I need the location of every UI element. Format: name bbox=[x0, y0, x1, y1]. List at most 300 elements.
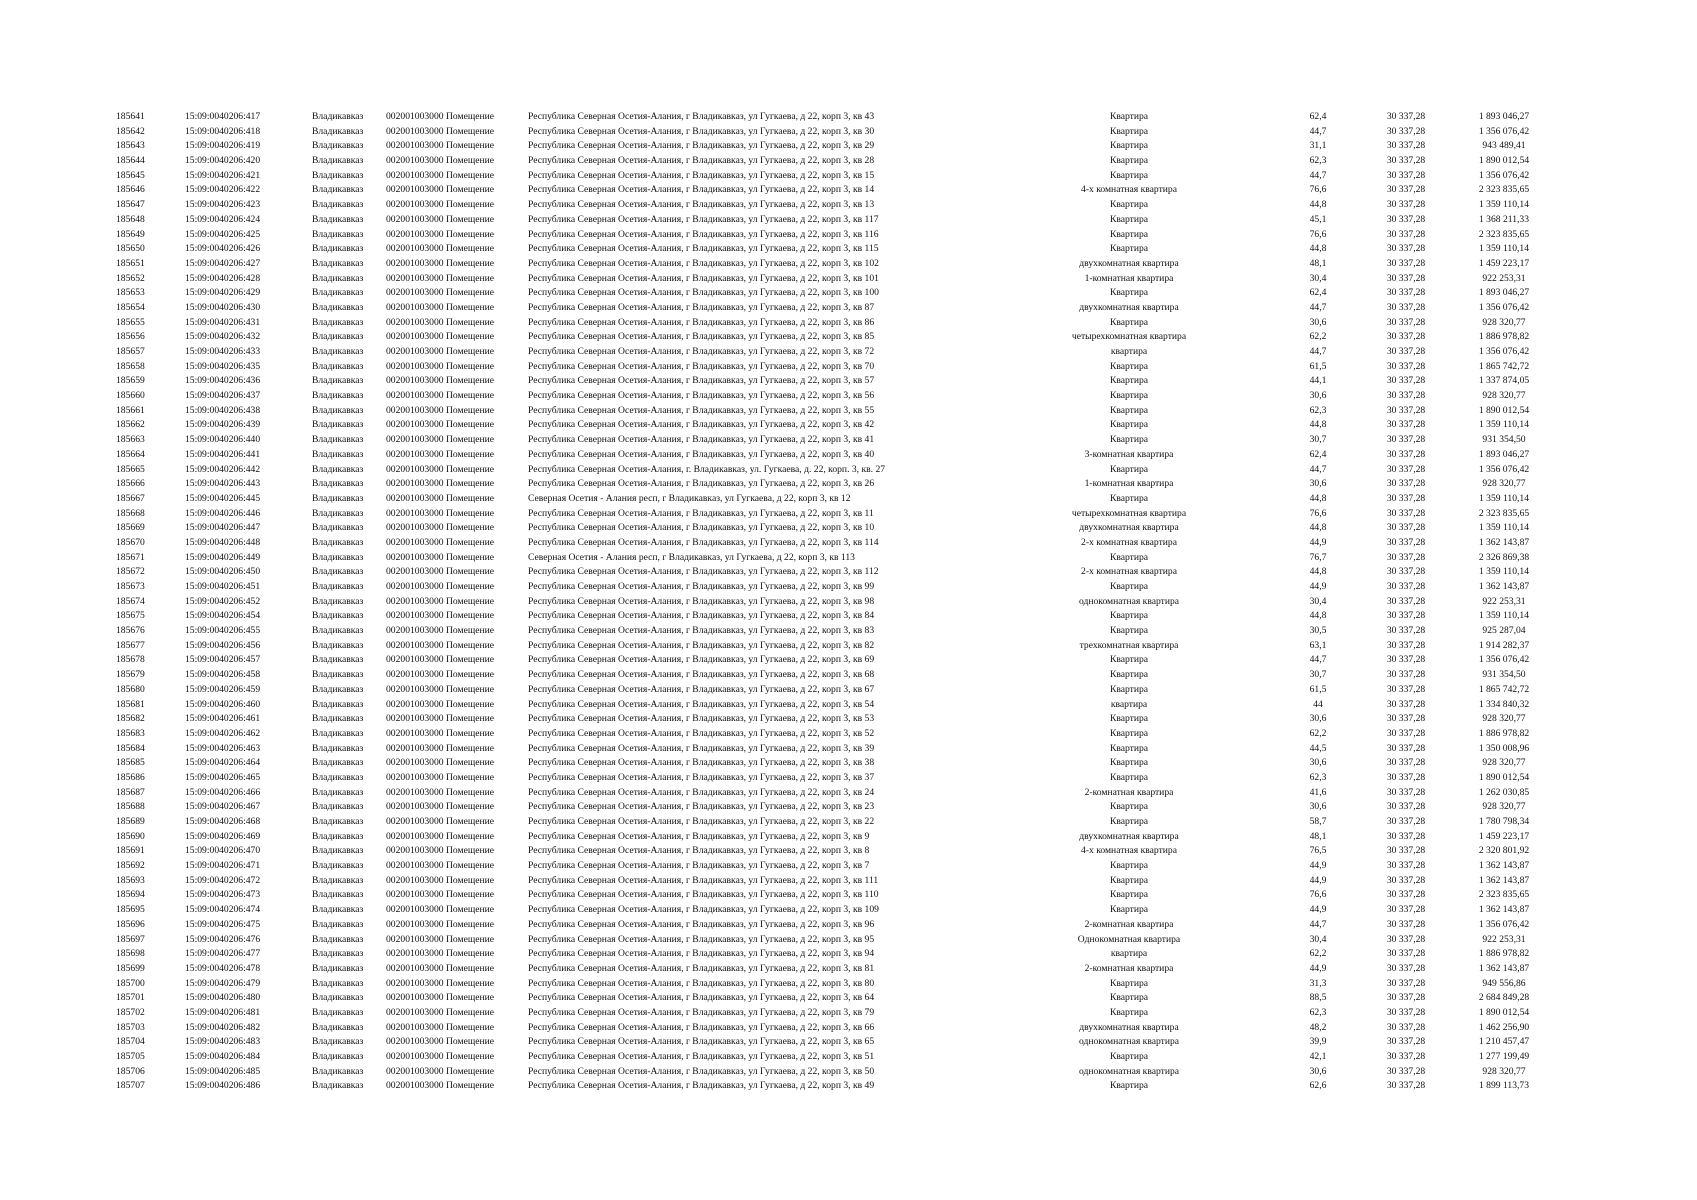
city-cell: Владикавказ bbox=[312, 1036, 364, 1048]
cadastral-value-cell: 928 320,77 bbox=[1482, 757, 1526, 769]
cadastral-value-cell: 1 462 256,90 bbox=[1478, 1021, 1530, 1033]
address-cell: Северная Осетия - Алания респ, г Владикавказ, ул Гугкаева, д 22, корп 3, кв 113 bbox=[528, 551, 855, 563]
area-cell: 30,7 bbox=[1309, 434, 1327, 446]
cadastral-value-cell: 928 320,77 bbox=[1482, 1065, 1526, 1077]
table-row bbox=[0, 859, 1697, 874]
record-id-cell: 185643 bbox=[116, 140, 145, 152]
area-cell: 44,9 bbox=[1309, 536, 1327, 548]
record-id-cell: 185663 bbox=[116, 434, 145, 446]
cadastral-value-cell: 1 262 030,85 bbox=[1478, 786, 1530, 798]
area-cell: 48,2 bbox=[1309, 1021, 1327, 1033]
record-id-cell: 185662 bbox=[116, 419, 145, 431]
address-cell: Республика Северная Осетия-Алания, г Владикавказ, ул Гугкаева, д 22, корп 3, кв 115 bbox=[528, 243, 879, 255]
city-cell: Владикавказ bbox=[312, 948, 364, 960]
cadastral-value-cell: 928 320,77 bbox=[1482, 316, 1526, 328]
address-cell: Республика Северная Осетия-Алания, г Владикавказ, ул Гугкаева, д 22, корп 3, кв 87 bbox=[528, 301, 875, 313]
address-cell: Республика Северная Осетия-Алания, г Владикавказ, ул Гугкаева, д 22, корп 3, кв 11 bbox=[528, 507, 874, 519]
table-row bbox=[0, 198, 1697, 213]
table-row bbox=[0, 1035, 1697, 1050]
address-cell: Республика Северная Осетия-Алания, г Владикавказ, ул Гугкаева, д 22, корп 3, кв 85 bbox=[528, 331, 875, 343]
city-cell: Владикавказ bbox=[312, 375, 364, 387]
cadastral-value-cell: 1 350 008,96 bbox=[1478, 742, 1530, 754]
property-type-cell: Квартира bbox=[1109, 757, 1149, 769]
unit-rate-cell: 30 337,28 bbox=[1386, 213, 1426, 225]
cadastral-number-cell: 15:09:0040206:465 bbox=[185, 771, 261, 783]
area-cell: 44,9 bbox=[1309, 860, 1327, 872]
address-cell: Республика Северная Осетия-Алания, г Владикавказ, ул Гугкаева, д 22, корп 3, кв 52 bbox=[528, 727, 875, 739]
cadastral-number-cell: 15:09:0040206:428 bbox=[185, 272, 261, 284]
property-type-cell: Квартира bbox=[1109, 654, 1149, 666]
table-row bbox=[0, 242, 1697, 257]
unit-rate-cell: 30 337,28 bbox=[1386, 874, 1426, 886]
area-cell: 48,1 bbox=[1309, 830, 1327, 842]
address-cell: Республика Северная Осетия-Алания, г Владикавказ, ул Гугкаева, д 22, корп 3, кв 100 bbox=[528, 287, 879, 299]
cadastral-value-cell: 2 323 835,65 bbox=[1478, 889, 1530, 901]
address-cell: Республика Северная Осетия-Алания, г Владикавказ, ул Гугкаева, д 22, корп 3, кв 57 bbox=[528, 375, 875, 387]
property-type-cell: 2-комнатная квартира bbox=[1084, 962, 1174, 974]
object-code-cell: 002001003000 Помещение bbox=[386, 669, 495, 681]
property-type-cell: двухкомнатная квартира bbox=[1079, 301, 1179, 313]
property-type-cell: трехкомнатная квартира bbox=[1079, 639, 1179, 651]
record-id-cell: 185657 bbox=[116, 346, 145, 357]
cadastral-value-cell: 1 780 798,34 bbox=[1478, 816, 1530, 827]
table-row bbox=[0, 433, 1697, 448]
object-code-cell: 002001003000 Помещение bbox=[386, 243, 495, 255]
city-cell: Владикавказ bbox=[312, 448, 364, 460]
address-cell: Республика Северная Осетия-Алания, г Владикавказ, ул Гугкаева, д 22, корп 3, кв 39 bbox=[528, 742, 875, 754]
area-cell: 62,2 bbox=[1309, 331, 1327, 343]
address-cell: Республика Северная Осетия-Алания, г Владикавказ, ул Гугкаева, д 22, корп 3, кв 38 bbox=[528, 757, 875, 769]
object-code-cell: 002001003000 Помещение bbox=[386, 169, 495, 181]
object-code-cell: 002001003000 Помещение bbox=[386, 786, 495, 798]
city-cell: Владикавказ bbox=[312, 301, 364, 313]
area-cell: 31,3 bbox=[1309, 977, 1327, 989]
cadastral-number-cell: 15:09:0040206:462 bbox=[185, 727, 261, 739]
record-id-cell: 185702 bbox=[116, 1006, 145, 1018]
property-type-cell: Квартира bbox=[1109, 669, 1149, 681]
cadastral-value-cell: 1 890 012,54 bbox=[1478, 771, 1530, 783]
property-type-cell: Квартира bbox=[1109, 169, 1149, 181]
object-code-cell: 002001003000 Помещение bbox=[386, 845, 495, 857]
address-cell: Республика Северная Осетия-Алания, г Владикавказ, ул Гугкаева, д 22, корп 3, кв 86 bbox=[528, 316, 875, 328]
address-cell: Республика Северная Осетия-Алания, г Владикавказ, ул Гугкаева, д 22, корп 3, кв 70 bbox=[528, 360, 875, 372]
record-id-cell: 185692 bbox=[116, 860, 145, 872]
cadastral-value-cell: 922 253,31 bbox=[1482, 595, 1526, 607]
address-cell: Республика Северная Осетия-Алания, г Владикавказ, ул Гугкаева, д 22, корп 3, кв 67 bbox=[528, 683, 875, 695]
area-cell: 44,8 bbox=[1309, 522, 1327, 534]
record-id-cell: 185642 bbox=[116, 125, 145, 137]
record-id-cell: 185699 bbox=[116, 962, 145, 974]
cadastral-number-cell: 15:09:0040206:456 bbox=[185, 639, 261, 651]
cadastral-number-cell: 15:09:0040206:473 bbox=[185, 889, 261, 901]
address-cell: Республика Северная Осетия-Алания, г Владикавказ, ул Гугкаева, д 22, корп 3, кв 9 bbox=[528, 830, 870, 842]
unit-rate-cell: 30 337,28 bbox=[1386, 816, 1426, 827]
cadastral-number-cell: 15:09:0040206:482 bbox=[185, 1021, 261, 1033]
address-cell: Северная Осетия - Алания респ, г Владикавказ, ул Гугкаева, д 22, корп 3, кв 12 bbox=[528, 492, 851, 504]
address-cell: Республика Северная Осетия-Алания, г Владикавказ, ул Гугкаева, д 22, корп 3, кв 84 bbox=[528, 610, 875, 622]
property-type-cell: Однокомнатная квартира bbox=[1077, 933, 1181, 945]
city-cell: Владикавказ bbox=[312, 155, 364, 167]
property-type-cell: двухкомнатная квартира bbox=[1079, 257, 1179, 269]
cadastral-number-cell: 15:09:0040206:464 bbox=[185, 757, 261, 769]
address-cell: Республика Северная Осетия-Алания, г Владикавказ, ул Гугкаева, д 22, корп 3, кв 22 bbox=[528, 816, 875, 827]
area-cell: 45,1 bbox=[1309, 213, 1327, 225]
cadastral-value-cell: 1 890 012,54 bbox=[1478, 1006, 1530, 1018]
cadastral-value-cell: 2 320 801,92 bbox=[1478, 845, 1530, 857]
cadastral-value-cell: 1 362 143,87 bbox=[1478, 904, 1530, 916]
property-type-cell: Квартира bbox=[1109, 199, 1149, 211]
area-cell: 44,8 bbox=[1309, 199, 1327, 211]
area-cell: 44,7 bbox=[1309, 918, 1327, 930]
cadastral-number-cell: 15:09:0040206:479 bbox=[185, 977, 261, 989]
unit-rate-cell: 30 337,28 bbox=[1386, 243, 1426, 255]
unit-rate-cell: 30 337,28 bbox=[1386, 1065, 1426, 1077]
unit-rate-cell: 30 337,28 bbox=[1386, 1006, 1426, 1018]
record-id-cell: 185707 bbox=[116, 1080, 145, 1092]
city-cell: Владикавказ bbox=[312, 816, 364, 827]
record-id-cell: 185655 bbox=[116, 316, 145, 328]
property-type-cell: квартира bbox=[1110, 948, 1148, 960]
area-cell: 61,5 bbox=[1309, 683, 1327, 695]
address-cell: Республика Северная Осетия-Алания, г Владикавказ, ул Гугкаева, д 22, корп 3, кв 95 bbox=[528, 933, 875, 945]
cadastral-value-cell: 1 893 046,27 bbox=[1478, 111, 1530, 122]
property-type-cell: 2-комнатная квартира bbox=[1084, 786, 1174, 798]
address-cell: Республика Северная Осетия-Алания, г Владикавказ, ул Гугкаева, д 22, корп 3, кв 82 bbox=[528, 639, 875, 651]
city-cell: Владикавказ bbox=[312, 904, 364, 916]
cadastral-value-cell: 1 210 457,47 bbox=[1478, 1036, 1530, 1048]
object-code-cell: 002001003000 Помещение bbox=[386, 375, 495, 387]
cadastral-number-cell: 15:09:0040206:470 bbox=[185, 845, 261, 857]
address-cell: Республика Северная Осетия-Алания, г Владикавказ, ул Гугкаева, д 22, корп 3, кв 80 bbox=[528, 977, 875, 989]
record-id-cell: 185658 bbox=[116, 360, 145, 372]
record-id-cell: 185697 bbox=[116, 933, 145, 945]
city-cell: Владикавказ bbox=[312, 830, 364, 842]
table-row bbox=[0, 169, 1697, 184]
unit-rate-cell: 30 337,28 bbox=[1386, 918, 1426, 930]
record-id-cell: 185674 bbox=[116, 595, 145, 607]
record-id-cell: 185691 bbox=[116, 845, 145, 857]
cadastral-value-cell: 1 362 143,87 bbox=[1478, 962, 1530, 974]
object-code-cell: 002001003000 Помещение bbox=[386, 287, 495, 299]
cadastral-value-cell: 1 356 076,42 bbox=[1478, 346, 1530, 357]
unit-rate-cell: 30 337,28 bbox=[1386, 992, 1426, 1004]
unit-rate-cell: 30 337,28 bbox=[1386, 257, 1426, 269]
table-row bbox=[0, 1065, 1697, 1080]
record-id-cell: 185689 bbox=[116, 816, 145, 827]
cadastral-value-cell: 1 359 110,14 bbox=[1478, 492, 1529, 504]
city-cell: Владикавказ bbox=[312, 316, 364, 328]
property-type-cell: Квартира bbox=[1109, 390, 1149, 402]
table-row bbox=[0, 257, 1697, 272]
city-cell: Владикавказ bbox=[312, 757, 364, 769]
property-type-cell: 2-х комнатная квартира bbox=[1081, 536, 1177, 548]
address-cell: Республика Северная Осетия-Алания, г Владикавказ, ул Гугкаева, д 22, корп 3, кв 30 bbox=[528, 125, 875, 137]
address-cell: Республика Северная Осетия-Алания, г Владикавказ, ул Гугкаева, д 22, корп 3, кв 24 bbox=[528, 786, 875, 798]
unit-rate-cell: 30 337,28 bbox=[1386, 742, 1426, 754]
object-code-cell: 002001003000 Помещение bbox=[386, 639, 495, 651]
object-code-cell: 002001003000 Помещение bbox=[386, 816, 495, 827]
city-cell: Владикавказ bbox=[312, 1006, 364, 1018]
unit-rate-cell: 30 337,28 bbox=[1386, 404, 1426, 416]
address-cell: Республика Северная Осетия-Алания, г Владикавказ, ул Гугкаева, д 22, корп 3, кв 42 bbox=[528, 419, 875, 431]
property-type-cell: Квартира bbox=[1109, 1080, 1149, 1092]
cadastral-value-cell: 1 459 223,17 bbox=[1478, 830, 1530, 842]
area-cell: 62,4 bbox=[1309, 448, 1327, 460]
area-cell: 63,1 bbox=[1309, 639, 1327, 651]
cadastral-number-cell: 15:09:0040206:448 bbox=[185, 536, 261, 548]
cadastral-number-cell: 15:09:0040206:486 bbox=[185, 1080, 261, 1092]
object-code-cell: 002001003000 Помещение bbox=[386, 595, 495, 607]
object-code-cell: 002001003000 Помещение bbox=[386, 698, 495, 710]
table-row bbox=[0, 404, 1697, 419]
city-cell: Владикавказ bbox=[312, 933, 364, 945]
unit-rate-cell: 30 337,28 bbox=[1386, 360, 1426, 372]
cadastral-number-cell: 15:09:0040206:481 bbox=[185, 1006, 261, 1018]
area-cell: 48,1 bbox=[1309, 257, 1327, 269]
area-cell: 30,6 bbox=[1309, 801, 1327, 813]
cadastral-number-cell: 15:09:0040206:452 bbox=[185, 595, 261, 607]
object-code-cell: 002001003000 Помещение bbox=[386, 933, 495, 945]
table-row bbox=[0, 653, 1697, 668]
table-row bbox=[0, 316, 1697, 331]
table-row bbox=[0, 947, 1697, 962]
record-id-cell: 185661 bbox=[116, 404, 145, 416]
record-id-cell: 185664 bbox=[116, 448, 145, 460]
area-cell: 44,7 bbox=[1309, 463, 1327, 475]
area-cell: 44,9 bbox=[1309, 874, 1327, 886]
cadastral-number-cell: 15:09:0040206:423 bbox=[185, 199, 261, 211]
object-code-cell: 002001003000 Помещение bbox=[386, 404, 495, 416]
address-cell: Республика Северная Осетия-Алания, г Владикавказ, ул Гугкаева, д 22, корп 3, кв 49 bbox=[528, 1080, 875, 1092]
area-cell: 62,3 bbox=[1309, 155, 1327, 167]
property-type-cell: Квартира bbox=[1109, 492, 1149, 504]
unit-rate-cell: 30 337,28 bbox=[1386, 683, 1426, 695]
cadastral-number-cell: 15:09:0040206:443 bbox=[185, 478, 261, 490]
object-code-cell: 002001003000 Помещение bbox=[386, 478, 495, 490]
table-row bbox=[0, 786, 1697, 801]
city-cell: Владикавказ bbox=[312, 419, 364, 431]
property-type-cell: Квартира bbox=[1109, 904, 1149, 916]
object-code-cell: 002001003000 Помещение bbox=[386, 771, 495, 783]
record-id-cell: 185678 bbox=[116, 654, 145, 666]
area-cell: 62,4 bbox=[1309, 111, 1327, 122]
city-cell: Владикавказ bbox=[312, 845, 364, 857]
object-code-cell: 002001003000 Помещение bbox=[386, 1080, 495, 1092]
record-id-cell: 185686 bbox=[116, 771, 145, 783]
unit-rate-cell: 30 337,28 bbox=[1386, 639, 1426, 651]
cadastral-value-cell: 1 362 143,87 bbox=[1478, 581, 1530, 592]
table-row bbox=[0, 345, 1697, 360]
unit-rate-cell: 30 337,28 bbox=[1386, 492, 1426, 504]
object-code-cell: 002001003000 Помещение bbox=[386, 654, 495, 666]
area-cell: 76,7 bbox=[1309, 551, 1327, 563]
object-code-cell: 002001003000 Помещение bbox=[386, 904, 495, 916]
unit-rate-cell: 30 337,28 bbox=[1386, 962, 1426, 974]
cadastral-value-cell: 943 489,41 bbox=[1482, 140, 1526, 152]
unit-rate-cell: 30 337,28 bbox=[1386, 522, 1426, 534]
property-type-cell: Квартира bbox=[1109, 316, 1149, 328]
area-cell: 39,9 bbox=[1309, 1036, 1327, 1048]
unit-rate-cell: 30 337,28 bbox=[1386, 1036, 1426, 1048]
table-row bbox=[0, 903, 1697, 918]
area-cell: 30,6 bbox=[1309, 316, 1327, 328]
cadastral-number-cell: 15:09:0040206:430 bbox=[185, 301, 261, 313]
record-id-cell: 185672 bbox=[116, 566, 145, 578]
address-cell: Республика Северная Осетия-Алания, г Владикавказ, ул Гугкаева, д 22, корп 3, кв 83 bbox=[528, 625, 875, 637]
cadastral-value-cell: 1 359 110,14 bbox=[1478, 522, 1529, 534]
city-cell: Владикавказ bbox=[312, 581, 364, 592]
city-cell: Владикавказ bbox=[312, 625, 364, 637]
record-id-cell: 185685 bbox=[116, 757, 145, 769]
table-row bbox=[0, 918, 1697, 933]
cadastral-number-cell: 15:09:0040206:469 bbox=[185, 830, 261, 842]
cadastral-number-cell: 15:09:0040206:483 bbox=[185, 1036, 261, 1048]
object-code-cell: 002001003000 Помещение bbox=[386, 566, 495, 578]
property-type-cell: однокомнатная квартира bbox=[1078, 1036, 1180, 1048]
address-cell: Республика Северная Осетия-Алания, г Владикавказ, ул Гугкаева, д 22, корп 3, кв 99 bbox=[528, 581, 875, 592]
cadastral-number-cell: 15:09:0040206:466 bbox=[185, 786, 261, 798]
cadastral-value-cell: 1 362 143,87 bbox=[1478, 874, 1530, 886]
address-cell: Республика Северная Осетия-Алания, г Владикавказ, ул Гугкаева, д 22, корп 3, кв 40 bbox=[528, 448, 875, 460]
cadastral-number-cell: 15:09:0040206:467 bbox=[185, 801, 261, 813]
area-cell: 44,8 bbox=[1309, 610, 1327, 622]
cadastral-number-cell: 15:09:0040206:458 bbox=[185, 669, 261, 681]
cadastral-number-cell: 15:09:0040206:455 bbox=[185, 625, 261, 637]
city-cell: Владикавказ bbox=[312, 111, 364, 122]
record-id-cell: 185670 bbox=[116, 536, 145, 548]
area-cell: 30,4 bbox=[1309, 933, 1327, 945]
address-cell: Республика Северная Осетия-Алания, г Владикавказ, ул Гугкаева, д 22, корп 3, кв 111 bbox=[528, 874, 879, 886]
cadastral-number-cell: 15:09:0040206:461 bbox=[185, 713, 261, 725]
table-row bbox=[0, 1079, 1697, 1094]
unit-rate-cell: 30 337,28 bbox=[1386, 434, 1426, 446]
address-cell: Республика Северная Осетия-Алания, г Владикавказ, ул Гугкаева, д 22, корп 3, кв 15 bbox=[528, 169, 875, 181]
table-row bbox=[0, 183, 1697, 198]
cadastral-value-cell: 1 886 978,82 bbox=[1478, 948, 1530, 960]
object-code-cell: 002001003000 Помещение bbox=[386, 1006, 495, 1018]
area-cell: 62,3 bbox=[1309, 771, 1327, 783]
area-cell: 30,6 bbox=[1309, 1065, 1327, 1077]
cadastral-value-cell: 1 334 840,32 bbox=[1478, 698, 1530, 710]
unit-rate-cell: 30 337,28 bbox=[1386, 977, 1426, 989]
record-id-cell: 185641 bbox=[116, 111, 145, 122]
record-id-cell: 185684 bbox=[116, 742, 145, 754]
property-type-cell: однокомнатная квартира bbox=[1078, 595, 1180, 607]
object-code-cell: 002001003000 Помещение bbox=[386, 155, 495, 167]
table-row bbox=[0, 228, 1697, 243]
object-code-cell: 002001003000 Помещение bbox=[386, 301, 495, 313]
property-type-cell: Квартира bbox=[1109, 125, 1149, 137]
area-cell: 30,6 bbox=[1309, 478, 1327, 490]
object-code-cell: 002001003000 Помещение bbox=[386, 860, 495, 872]
record-id-cell: 185649 bbox=[116, 228, 145, 240]
table-row bbox=[0, 536, 1697, 551]
unit-rate-cell: 30 337,28 bbox=[1386, 713, 1426, 725]
cadastral-value-cell: 1 356 076,42 bbox=[1478, 169, 1530, 181]
area-cell: 44,5 bbox=[1309, 742, 1327, 754]
cadastral-number-cell: 15:09:0040206:480 bbox=[185, 992, 261, 1004]
area-cell: 44,8 bbox=[1309, 243, 1327, 255]
city-cell: Владикавказ bbox=[312, 1051, 364, 1062]
property-type-cell: Квартира bbox=[1109, 463, 1149, 475]
address-cell: Республика Северная Осетия-Алания, г Владикавказ, ул Гугкаева, д 22, корп 3, кв 10 bbox=[528, 522, 875, 534]
city-cell: Владикавказ bbox=[312, 287, 364, 299]
table-row bbox=[0, 683, 1697, 698]
city-cell: Владикавказ bbox=[312, 1021, 364, 1033]
city-cell: Владикавказ bbox=[312, 713, 364, 725]
table-row bbox=[0, 742, 1697, 757]
unit-rate-cell: 30 337,28 bbox=[1386, 1080, 1426, 1092]
object-code-cell: 002001003000 Помещение bbox=[386, 360, 495, 372]
object-code-cell: 002001003000 Помещение bbox=[386, 463, 495, 475]
record-id-cell: 185693 bbox=[116, 874, 145, 886]
object-code-cell: 002001003000 Помещение bbox=[386, 625, 495, 637]
table-row bbox=[0, 448, 1697, 463]
address-cell: Республика Северная Осетия-Алания, г Владикавказ, ул Гугкаева, д 22, корп 3, кв 102 bbox=[528, 257, 879, 269]
property-type-cell: четырехкомнатная квартира bbox=[1071, 331, 1187, 343]
property-type-cell: Квартира bbox=[1109, 551, 1149, 563]
property-type-cell: Квартира bbox=[1109, 1006, 1149, 1018]
record-id-cell: 185703 bbox=[116, 1021, 145, 1033]
address-cell: Республика Северная Осетия-Алания, г Владикавказ, ул Гугкаева, д 22, корп 3, кв 43 bbox=[528, 111, 875, 122]
record-id-cell: 185669 bbox=[116, 522, 145, 534]
cadastral-value-cell: 1 362 143,87 bbox=[1478, 536, 1530, 548]
record-id-cell: 185653 bbox=[116, 287, 145, 299]
record-id-cell: 185706 bbox=[116, 1065, 145, 1077]
cadastral-number-cell: 15:09:0040206:439 bbox=[185, 419, 261, 431]
area-cell: 44,1 bbox=[1309, 375, 1327, 387]
address-cell: Республика Северная Осетия-Алания, г Владикавказ, ул Гугкаева, д 22, корп 3, кв 110 bbox=[528, 889, 879, 901]
record-id-cell: 185683 bbox=[116, 727, 145, 739]
address-cell: Республика Северная Осетия-Алания, г Владикавказ, ул Гугкаева, д 22, корп 3, кв 69 bbox=[528, 654, 875, 666]
address-cell: Республика Северная Осетия-Алания, г Владикавказ, ул Гугкаева, д 22, корп 3, кв 56 bbox=[528, 390, 875, 402]
cadastral-number-cell: 15:09:0040206:421 bbox=[185, 169, 261, 181]
record-id-cell: 185695 bbox=[116, 904, 145, 916]
object-code-cell: 002001003000 Помещение bbox=[386, 346, 495, 357]
area-cell: 58,7 bbox=[1309, 816, 1327, 827]
object-code-cell: 002001003000 Помещение bbox=[386, 962, 495, 974]
cadastral-number-cell: 15:09:0040206:422 bbox=[185, 184, 261, 196]
address-cell: Республика Северная Осетия-Алания, г Владикавказ, ул Гугкаева, д 22, корп 3, кв 13 bbox=[528, 199, 875, 211]
area-cell: 30,6 bbox=[1309, 757, 1327, 769]
city-cell: Владикавказ bbox=[312, 257, 364, 269]
area-cell: 30,4 bbox=[1309, 272, 1327, 284]
unit-rate-cell: 30 337,28 bbox=[1386, 228, 1426, 240]
unit-rate-cell: 30 337,28 bbox=[1386, 595, 1426, 607]
object-code-cell: 002001003000 Помещение bbox=[386, 918, 495, 930]
cadastral-number-cell: 15:09:0040206:442 bbox=[185, 463, 261, 475]
property-type-cell: Квартира bbox=[1109, 713, 1149, 725]
table-row bbox=[0, 463, 1697, 478]
record-id-cell: 185675 bbox=[116, 610, 145, 622]
area-cell: 30,5 bbox=[1309, 625, 1327, 637]
cadastral-number-cell: 15:09:0040206:419 bbox=[185, 140, 261, 152]
cadastral-value-cell: 2 323 835,65 bbox=[1478, 184, 1530, 196]
city-cell: Владикавказ bbox=[312, 962, 364, 974]
address-cell: Республика Северная Осетия-Алания, г Владикавказ, ул Гугкаева, д 22, корп 3, кв 65 bbox=[528, 1036, 875, 1048]
property-type-cell: Квартира bbox=[1109, 155, 1149, 167]
property-type-cell: Квартира bbox=[1109, 140, 1149, 152]
city-cell: Владикавказ bbox=[312, 346, 364, 357]
cadastral-number-cell: 15:09:0040206:437 bbox=[185, 390, 261, 402]
cadastral-value-cell: 925 287,04 bbox=[1482, 625, 1526, 637]
unit-rate-cell: 30 337,28 bbox=[1386, 698, 1426, 710]
cadastral-value-cell: 922 253,31 bbox=[1482, 933, 1526, 945]
city-cell: Владикавказ bbox=[312, 228, 364, 240]
city-cell: Владикавказ bbox=[312, 434, 364, 446]
area-cell: 31,1 bbox=[1309, 140, 1327, 152]
table-row bbox=[0, 477, 1697, 492]
